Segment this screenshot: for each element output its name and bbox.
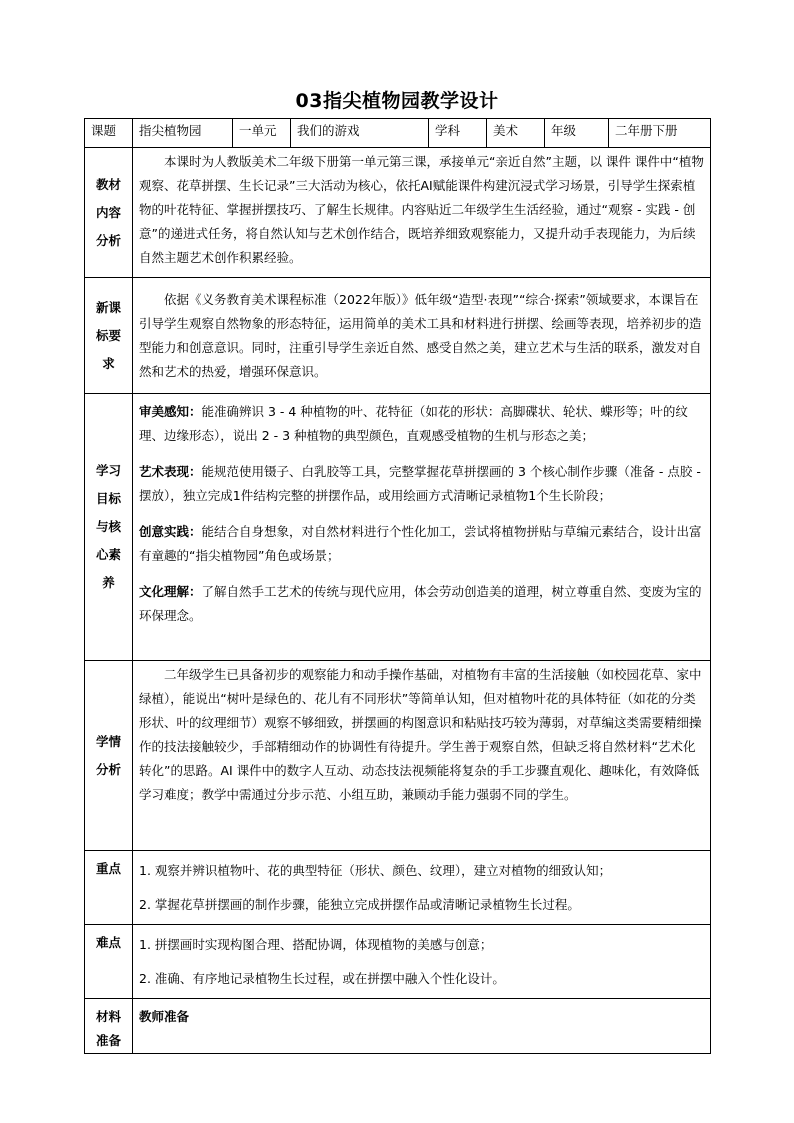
meta-row [85,119,711,148]
unit-label: 一单元 [233,119,291,148]
objective-creative: 创意实践：能结合自身想象，对自然材料进行个性化加工，尝试将植物拼贴与草编元素结合，设计出富有童趣的“指尖植物园”角色或场景； [139,524,702,563]
page-title: 03指尖植物园教学设计 [295,90,499,112]
unit-value: 我们的游戏 [291,119,429,148]
learner-analysis-row [85,661,711,851]
difficulties-label: 难点 [85,925,133,999]
learner-analysis-content: 二年级学生已具备初步的观察能力和动手操作基础，对植物有丰富的生活接触（如校园花草、家中绿植），能说出“树叶是绿色的、花儿有不同形状”等简单认知，但对植物叶花的具体特征（如花的分类形状、叶的纹理细节）观察不够细致，拼摆画的构图意识和粘贴技巧较为薄弱，对草编这类需要精细操作的技法接触较少，手部精细动作的协调性有待提升。学生善于观察自然，但缺乏将自然材料“艺术化转化”的思路。AI 课件中的数字人互动、动态技法视频能将复杂的手工步骤直观化、趣味化，有效降低学习难度；教学中需通过分步示范、小组互助，兼顾动手能力强弱不同的学生。 [133,661,711,851]
lesson-plan-table [84,118,711,1054]
materials-row [85,999,711,1054]
difficulties-content [133,925,711,999]
key-points-content [133,851,711,925]
objective-aesthetic: 审美感知：能准确辨识 3 - 4 种植物的叶、花特征（如花的形状：高脚碟状、轮状、蝶形等；叶的纹理、边缘形态），说出 2 - 3 种植物的典型颜色，直观感受植物的生机与形态之美； [139,404,688,443]
curriculum-standard-row [85,278,711,394]
subject-label: 学科 [429,119,487,148]
objectives-label: 学习 目标 与核 心素 养 [85,394,133,661]
difficulty-item: 2. 准确、有序地记录植物生长过程，或在拼摆中融入个性化设计。 [139,971,505,986]
objective-culture: 文化理解：了解自然手工艺术的传统与现代应用，体会劳动创造美的道理，树立尊重自然、变废为宝的环保理念。 [139,584,702,623]
objectives-content [133,394,711,661]
key-points-label: 重点 [85,851,133,925]
materials-label: 材料 准备 [85,999,133,1054]
curriculum-standard-label: 新课 标要 求 [85,278,133,394]
materials-content: 教师准备 [133,999,711,1054]
curriculum-standard-content: 依据《义务教育美术课程标准（2022年版）》低年级“造型·表现”“综合·探索”领域要求，本课旨在引导学生观察自然物象的形态特征，运用简单的美术工具和材料进行拼摆、绘画等表现，培养初步的造型能力和创意意识。同时，注重引导学生亲近自然、感受自然之美，建立艺术与生活的联系，激发对自然和艺术的热爱，增强环保意识。 [133,278,711,394]
course-label: 课题 [85,119,133,148]
subject-value: 美术 [487,119,545,148]
material-analysis-content: 本课时为人教版美术二年级下册第一单元第三课，承接单元“亲近自然”主题，以 课件 课件中“植物观察、花草拼摆、生长记录”三大活动为核心，依托AI赋能课件构建沉浸式学习场景，引导学生探索植物的叶花特征、掌握拼摆技巧、了解生长规律。内容贴近二年级学生生活经验，通过“观察 - 实践 - 创意”的递进式任务，将自然认知与艺术创作结合，既培养细致观察能力，又提升动手表现能力，为后续自然主题艺术创作积累经验。 [133,148,711,278]
course-value: 指尖植物园 [133,119,233,148]
key-points-row [85,851,711,925]
learner-analysis-label: 学情 分析 [85,661,133,851]
key-point-item: 1. 观察并辨识植物叶、花的典型特征（形状、颜色、纹理），建立对植物的细致认知； [139,863,612,878]
material-analysis-label: 教材 内容 分析 [85,148,133,278]
material-analysis-row [85,148,711,278]
grade-label: 年级 [545,119,609,148]
grade-value: 二年册下册 [609,119,711,148]
key-point-item: 2. 掌握花草拼摆画的制作步骤，能独立完成拼摆作品或清晰记录植物生长过程。 [139,897,580,912]
difficulty-item: 1. 拼摆画时实现构图合理、搭配协调，体现植物的美感与创意； [139,937,493,952]
difficulties-row [85,925,711,999]
objectives-row [85,394,711,661]
objective-expression: 艺术表现：能规范使用镊子、白乳胶等工具，完整掌握花草拼摆画的 3 个核心制作步骤（准备 - 点胶 - 摆放），独立完成1件结构完整的拼摆作品，或用绘画方式清晰记录植物1个生长阶段； [139,464,701,503]
